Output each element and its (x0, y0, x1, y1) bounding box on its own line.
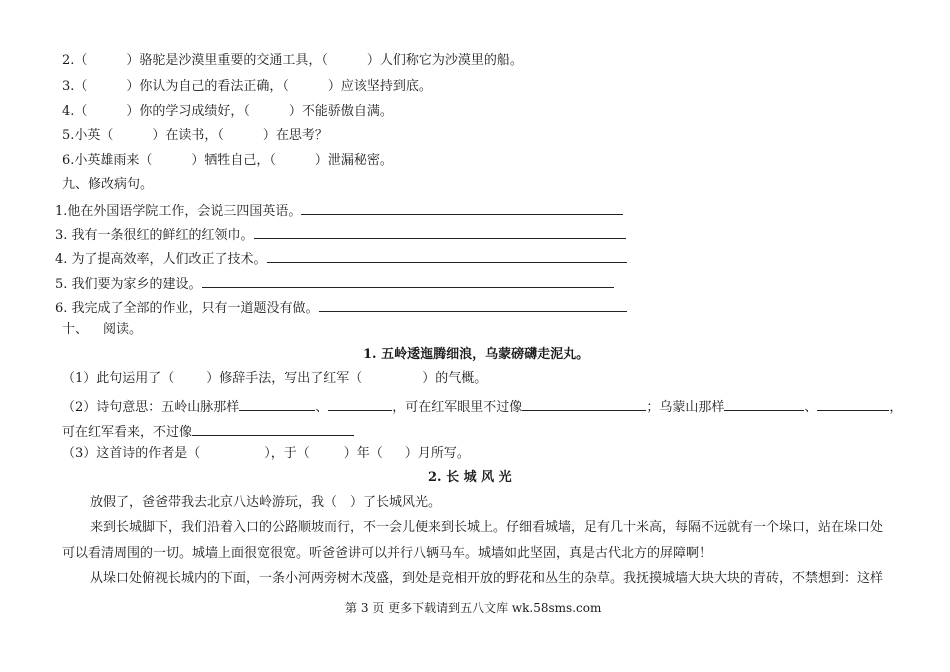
answer-blank[interactable] (202, 273, 614, 288)
question-text: ， (889, 400, 903, 415)
sentence-text: 6. 我完成了全部的作业，只有一道题没有做。 (55, 301, 319, 316)
sick-sentence-5 (55, 273, 614, 294)
poem-question-2 (62, 396, 902, 417)
poem-question-1 (62, 370, 487, 388)
question-text: ）月所写。 (404, 446, 470, 461)
sentence-text: 1.他在外国语学院工作，会说三四国英语。 (55, 204, 302, 219)
section-9-title: 九、修改病句。 (62, 177, 154, 192)
question-text: 可在红军看来，不过像 (62, 425, 193, 440)
answer-blank[interactable] (319, 297, 627, 312)
connective-6: 6.小英雄雨来（ ）牺牲自己，（ ）泄漏秘密。 (62, 153, 393, 168)
sick-sentence-3 (55, 224, 626, 245)
section-10-number: 十、 (62, 322, 89, 337)
poem-question-3 (62, 445, 470, 463)
question-text: ），于（ (264, 446, 310, 461)
answer-blank[interactable] (724, 396, 804, 411)
question-text: （1）此句运用了（ (62, 371, 175, 386)
question-text: （2）诗句意思：五岭山脉那样 (62, 400, 240, 415)
question-text: 、 (804, 400, 818, 415)
answer-blank[interactable] (192, 421, 354, 436)
section-10-title: 阅读。 (103, 322, 143, 337)
question-text: ，可在红军眼里不过像 (392, 400, 523, 415)
connective-2: 2.（ ）骆驼是沙漠里重要的交通工具，（ ）人们称它为沙漠里的船。 (62, 53, 523, 68)
question-text: （3）这首诗的作者是（ (62, 446, 201, 461)
essay-paragraph-2-continued: 可以看清周围的一切。城墙上面很宽很宽。听爸爸讲可以并行八辆马车。城墙如此坚固，真是古代北方的屏障啊！ (62, 546, 713, 561)
sentence-text: 3. 我有一条很红的鲜红的红领巾。 (55, 228, 254, 243)
sick-sentence-1 (55, 200, 623, 221)
essay-paragraph-3: 从垛口处俯视长城内的下面，一条小河两旁树木茂盛，到处是竞相开放的野花和丛生的杂草。我抚摸城墙大块大块的青砖，不禁想到：这样 (90, 571, 884, 586)
answer-blank[interactable] (522, 396, 646, 411)
poem-title: 1. 五岭逶迤腾细浪，乌蒙磅礴走泥丸。 (363, 347, 590, 362)
sick-sentence-6 (55, 297, 627, 318)
answer-blank[interactable] (267, 248, 627, 263)
page-footer: 第 3 页 更多下载请到五八文库 wk.58sms.com (345, 601, 602, 615)
question-text: 、 (315, 400, 329, 415)
connective-5: 5.小英（ ）在读书，（ ）在思考？ (62, 128, 328, 143)
sentence-text: 5. 我们要为家乡的建设。 (55, 277, 202, 292)
question-text: ；乌蒙山那样 (646, 400, 725, 415)
connective-3: 3.（ ）你认为自己的看法正确，（ ）应该坚持到底。 (62, 79, 432, 94)
essay-paragraph-2: 来到长城脚下，我们沿着入口的公路顺坡而行，不一会儿便来到长城上。仔细看城墙，足有几十米高，每隔不远就有一个垛口，站在垛口处 (90, 520, 884, 535)
question-text: ）修辞手法，写出了红军（ (206, 371, 363, 386)
answer-blank[interactable] (301, 200, 623, 215)
question-text: ）年（ (343, 446, 383, 461)
essay-title: 2. 长 城 风 光 (428, 470, 512, 485)
sick-sentence-4 (55, 248, 627, 269)
connective-4: 4.（ ）你的学习成绩好，（ ）不能骄傲自满。 (62, 104, 393, 119)
answer-blank[interactable] (239, 396, 315, 411)
answer-blank[interactable] (254, 224, 626, 239)
answer-blank[interactable] (328, 396, 392, 411)
answer-blank[interactable] (817, 396, 889, 411)
question-text: ）的气概。 (422, 371, 488, 386)
poem-question-2-continued (62, 421, 354, 442)
sentence-text: 4. 为了提高效率，人们改正了技术。 (55, 252, 267, 267)
essay-paragraph-1: 放假了，爸爸带我去北京八达岭游玩，我（ ）了长城风光。 (90, 495, 442, 510)
